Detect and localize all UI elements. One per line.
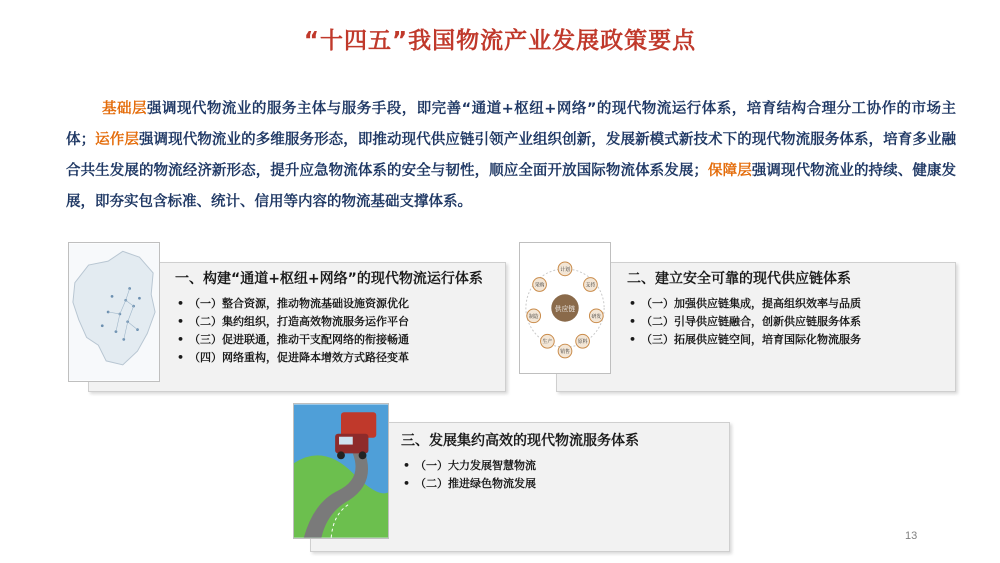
truck-road-image [293,403,389,539]
card-title: 二、建立安全可靠的现代供应链体系 [627,271,851,287]
list-item: • （四）网络重构，促进降本增效方式路径变革 [175,349,493,367]
diagram-node-label: 计划 [560,266,570,273]
china-map-icon [69,243,159,381]
policy-card-2 [556,262,956,392]
diagram-node-label: 支持 [585,282,596,289]
list-item: • （一）大力发展智慧物流 [401,457,717,475]
supply-chain-diagram-icon [520,243,610,373]
diagram-node-label: 销售 [560,349,570,355]
diagram-node-label: 原料 [577,339,588,346]
truck-road-icon [294,404,388,538]
intro-highlight-support: 保障层 [707,163,752,179]
intro-paragraph [66,94,956,218]
intro-highlight-operation: 运作层 [95,132,139,148]
supply-chain-diagram-image [519,242,611,374]
diagram-node-label: 采购 [534,282,545,289]
diagram-node-label: 研发 [591,313,602,320]
china-map-image [68,242,160,382]
diagram-center-label: 供应链 [554,304,576,313]
page-title: “十四五”我国物流产业发展政策要点 [303,28,697,54]
card-list [401,457,717,493]
list-item: • （二）引导供应链融合，创新供应链服务体系 [627,313,945,331]
intro-text-support: 强调现代物流业的持续、健康发展，即夯实包含标准、统计、信用等内容的物流基础支撑体系。 [66,163,957,210]
list-item: • （一）加强供应链集成，提高组织效率与品质 [627,295,945,313]
diagram-node-label: 生产 [542,339,553,346]
list-item: • （一）整合资源，推动物流基础设施资源优化 [175,295,493,313]
list-item: • （三）拓展供应链空间，培育国际化物流服务 [627,331,945,349]
card-list [627,295,945,349]
intro-text-base: 强调现代物流业的服务主体与服务手段，即完善“通道+枢纽+网络”的现代物流运行体系，培育结构合理分工协作的市场主体； [66,101,957,148]
list-item: • （二）推进绿色物流发展 [401,475,717,493]
card-list [175,295,493,367]
card-title: 一、构建“通道+枢纽+网络”的现代物流运行体系 [175,271,483,287]
page-number: 13 [905,530,918,542]
list-item: • （二）集约组织，打造高效物流服务运作平台 [175,313,493,331]
intro-text-operation: 强调现代物流业的多维服务形态，即推动现代供应链引领产业组织创新，发展新模式新技术下的现代物流服务体系，培育多业融合共生发展的物流经济新形态，提升应急物流体系的安全与韧性，顺应全面开放国际物流体系发展； [66,132,957,179]
diagram-node-label: 制造 [528,313,539,320]
intro-highlight-base: 基础层 [102,101,147,117]
card-title: 三、发展集约高效的现代物流服务体系 [401,433,639,449]
list-item: • （三）促进联通，推动干支配网络的衔接畅通 [175,331,493,349]
